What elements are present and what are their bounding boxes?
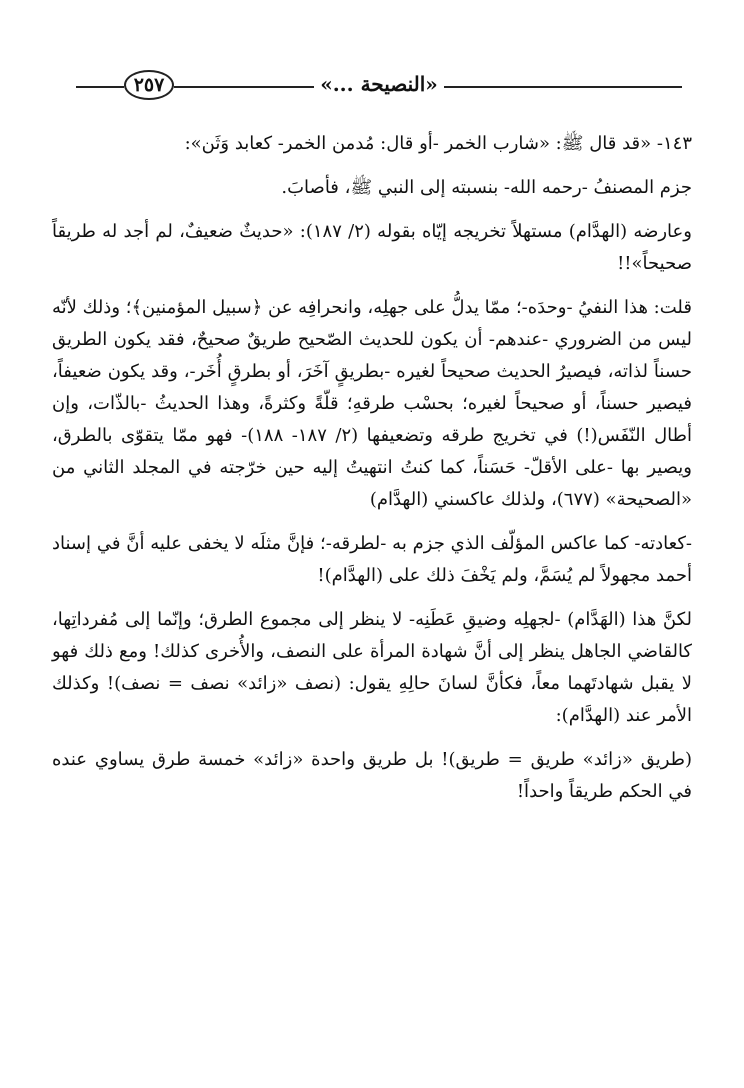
paragraph-conclusion: (طريق «زائد» طريق = طريق)! بل طريق واحدة «زائد» خمسة طرق يساوي عنده في الحكم طريقاً واحداً! [52, 749, 692, 802]
hadith-entry: ١٤٣- «قد قال ﷺ: «شارب الخمر -أو قال: مُدمن الخمر- كعابد وَثَن»: [184, 133, 692, 154]
page-body [52, 128, 692, 808]
paragraph-response: قلت: هذا النفيُ -وحدَه-؛ ممّا يدلُّ على جهلِه، وانحرافِه عن ﴿سبيل المؤمنين﴾؛ وذلك لأنّه ليس من الضروري -عندهم- أن يكون للحديث الصّحيح طريقٌ صحيحٌ، فقد يكون الطريق حسناً لذاته، فيصيرُ الحديث صحيحاً لغيره -بطريقٍ آخَرَ، أو بطرقٍ أُخَر-، وقد يكون ضعيفاً، فيصير حسناً، أو صحيحاً لغيره؛ بحسْب طرقهِ؛ قلّةً وكثرةً، وهذا الحديثُ -بالذّات، وإن أطال النّفَس(!) في تخريج طرقه وتضعيفها (٢/ ١٨٧- ١٨٨)- فهو ممّا يتقوّى بالطرق، ويصير بها -على الأقلّ- حَسَناً، كما كنتُ انتهيتُ إليه حين خرّجته في المجلد الثاني من «الصحيحة» (٦٧٧)، ولذلك عاكسني (الهدَّام) [52, 297, 692, 510]
running-title: «النصيحة ...» [320, 72, 438, 96]
header-rule-right [444, 86, 682, 88]
paragraph-analogy: لكنَّ هذا (الهَدَّام) -لجهلِه وضيقِ عَطَنِه- لا ينظر إلى مجموع الطرق؛ وإنّما إلى مُفرداتِها، كالقاضي الجاهل ينظر إلى أنَّ شهادة المرأة على النصف، والأُخرى كذلك! ومع ذلك فهو لا يقبل شهادتَهما معاً، فكأنَّ لسانَ حالِهِ يقول: (نصف «زائد» نصف = نصف)! وكذلك الأمر عند (الهدَّام): [52, 609, 692, 726]
paragraph-opposition: وعارضه (الهدَّام) مستهلاً تخريجه إيّاه بقوله (٢/ ١٨٧): «حديثٌ ضعيفٌ، لم أجد له طريقاً صحيحاً»!! [52, 221, 692, 274]
paragraph-author-verdict: جزم المصنفُ -رحمه الله- بنسبته إلى النبي ﷺ، فأصابَ. [281, 177, 692, 198]
paragraph-continuation: -كعادته- كما عاكس المؤلّف الذي جزم به -لطرقه-؛ فإنَّ مثلَه لا يخفى عليه أنَّ في إسناد أحمد مجهولاً لم يُسَمَّ، ولم يَخْفَ ذلك على (الهدَّام)! [52, 533, 692, 586]
page-number: ٢٥٧ [124, 70, 174, 100]
header-rule-middle [174, 86, 314, 88]
header-rule-left [76, 86, 124, 88]
page-header [76, 66, 682, 106]
